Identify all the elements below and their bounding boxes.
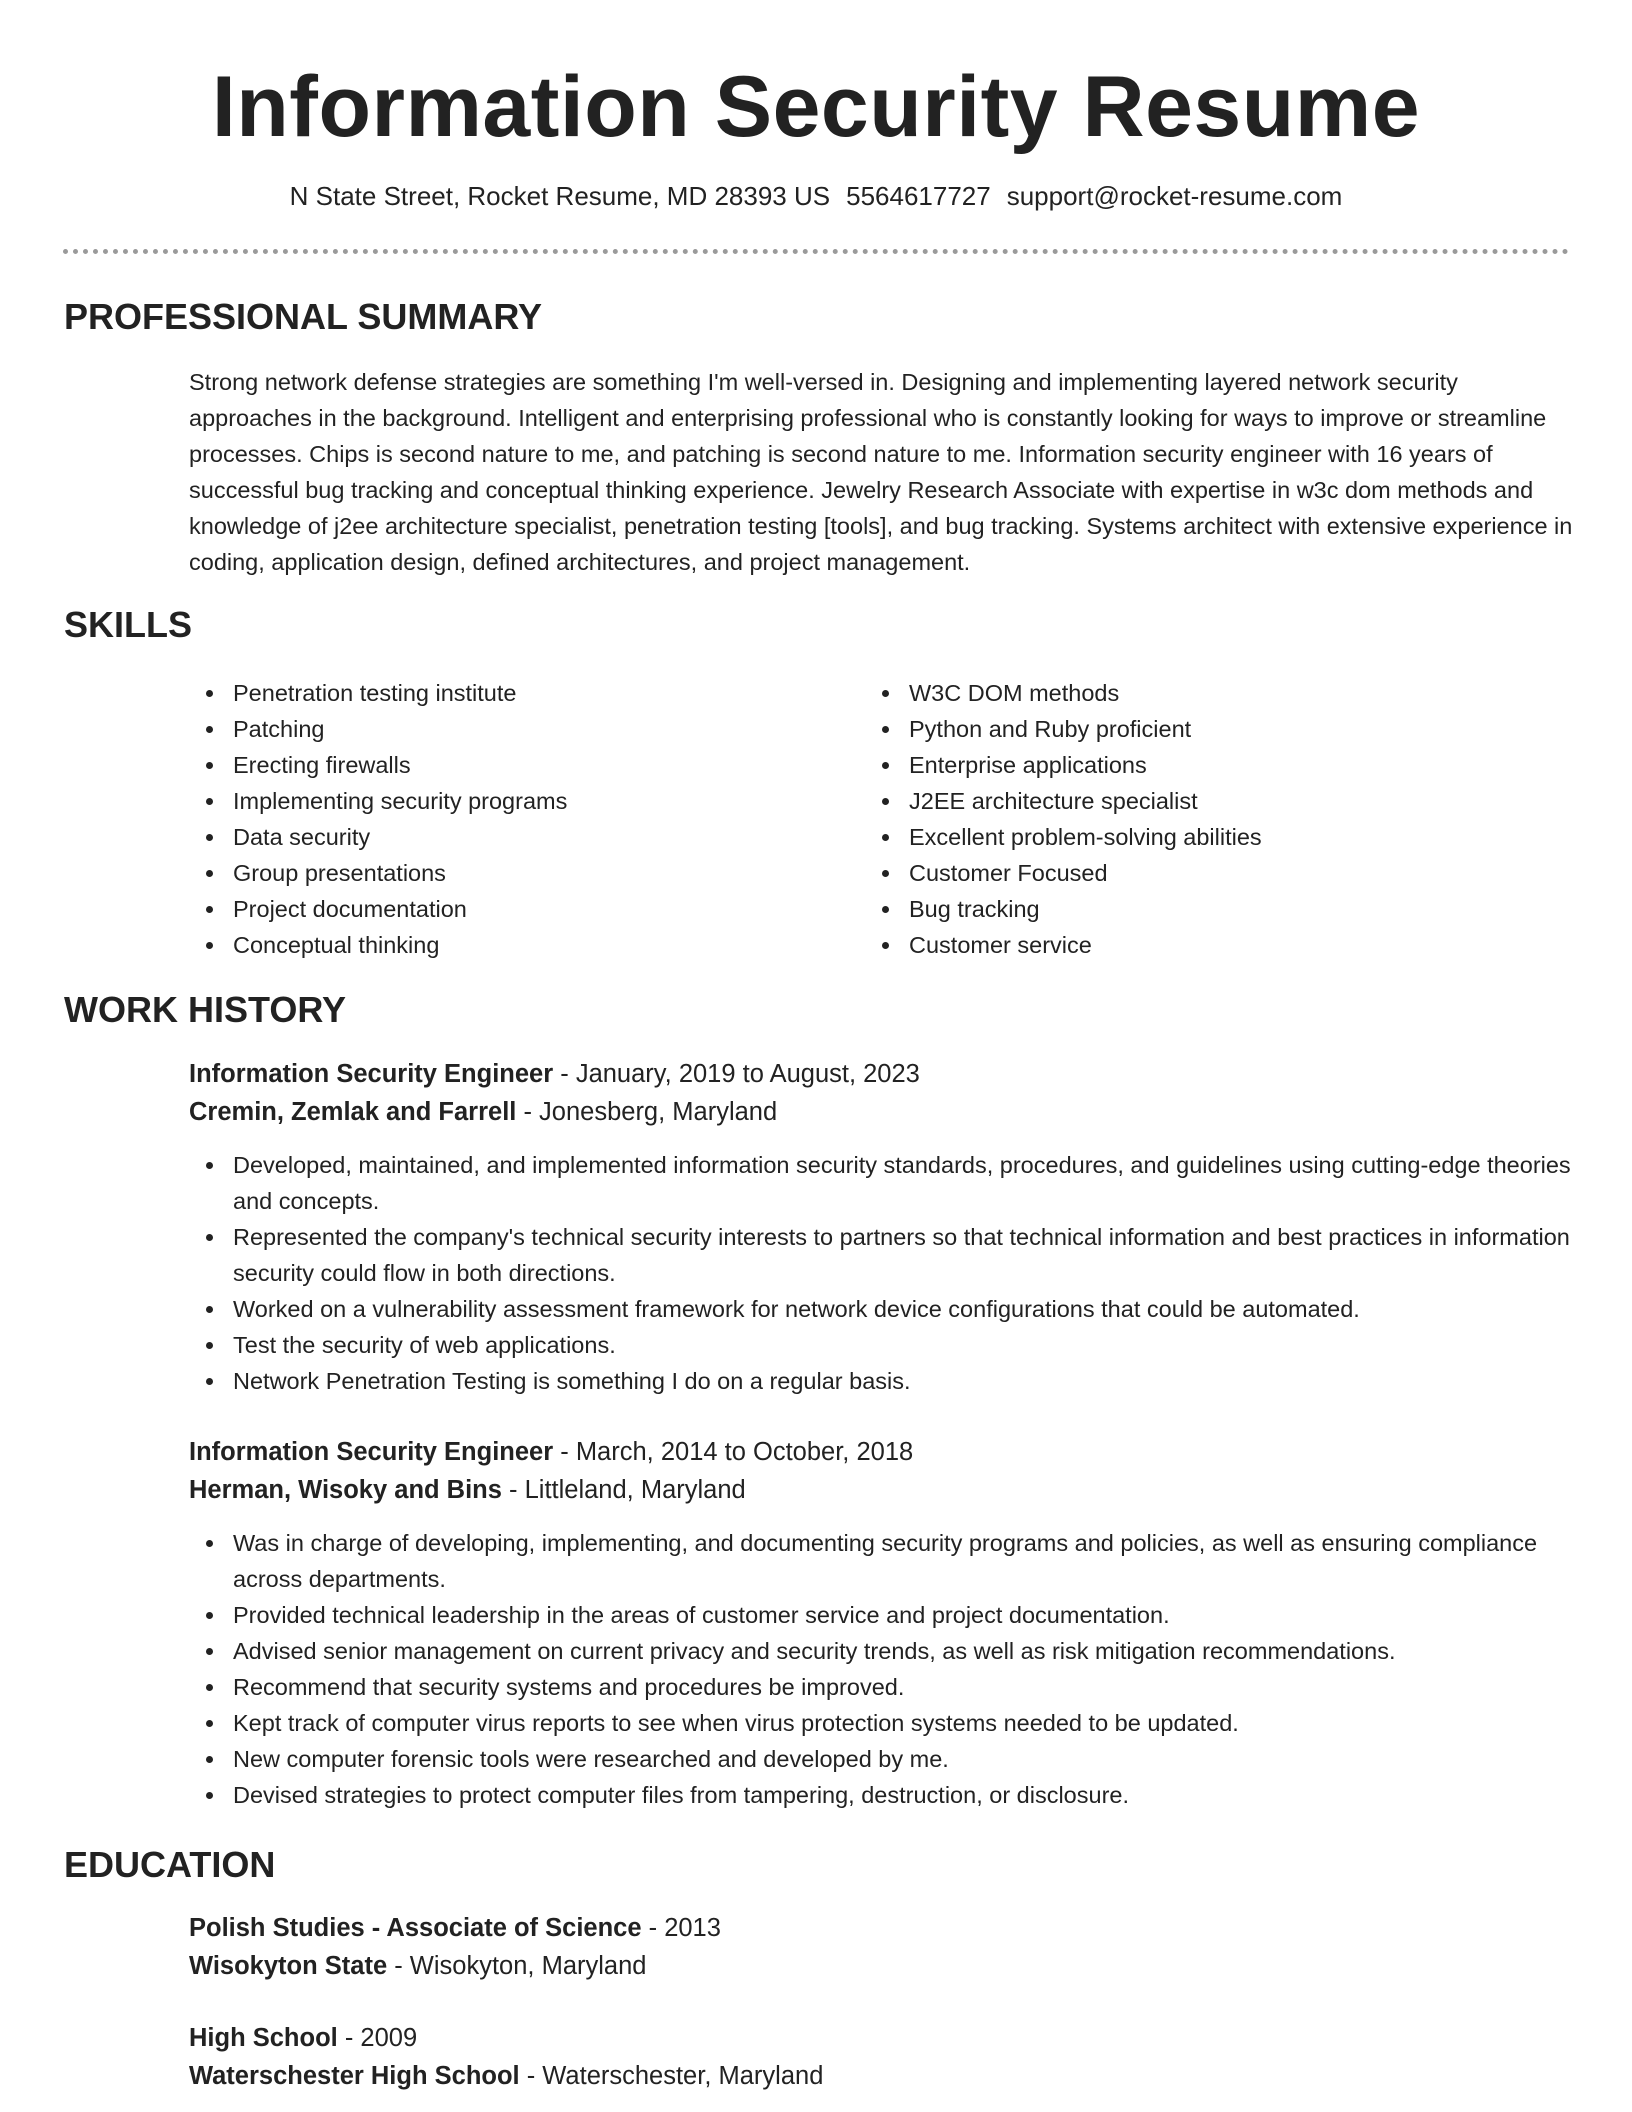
education-location: - Wisokyton, Maryland (387, 1952, 647, 1980)
skill-item: Implementing security programs (189, 783, 829, 819)
contact-line (0, 178, 1632, 214)
skills-list-right (865, 675, 1505, 963)
job-bullet: Network Penetration Testing is something I do on a regular basis. (189, 1363, 1574, 1399)
job-bullet: Provided technical leadership in the areas of customer service and project documentation. (189, 1597, 1574, 1633)
skill-item: Python and Ruby proficient (865, 711, 1505, 747)
header-divider (63, 249, 1569, 254)
job-bullet: Represented the company's technical security interests to partners so that technical information and best practices in information security could flow in both directions. (189, 1219, 1574, 1291)
skill-item: Erecting firewalls (189, 747, 829, 783)
contact-address: N State Street, Rocket Resume, MD 28393 US (289, 181, 831, 211)
resume-header (0, 52, 1632, 214)
education-year: - 2013 (641, 1914, 721, 1942)
job-company: Herman, Wisoky and Bins (189, 1476, 502, 1504)
job-bullet: New computer forensic tools were researched and developed by me. (189, 1741, 1574, 1777)
job-company-line (189, 1471, 1589, 1509)
education-school: Wisokyton State (189, 1952, 388, 1980)
education-degree: Polish Studies - Associate of Science (189, 1914, 642, 1942)
summary-heading: PROFESSIONAL SUMMARY (64, 296, 543, 337)
education-location: - Waterschester, Maryland (519, 2062, 824, 2090)
skill-item: Project documentation (189, 891, 829, 927)
education-year: - 2009 (337, 2024, 418, 2052)
job-bullets (0, 1525, 1574, 1813)
job-location: - Jonesberg, Maryland (516, 1098, 778, 1126)
skills-list-left (189, 675, 829, 963)
skill-item: Excellent problem-solving abilities (865, 819, 1505, 855)
education-entry (189, 1909, 1589, 1985)
job-bullet: Recommend that security systems and procedures be improved. (189, 1669, 1574, 1705)
job-title: Information Security Engineer (189, 1060, 554, 1088)
job-bullet: Devised strategies to protect computer files from tampering, destruction, or disclosure. (189, 1777, 1574, 1813)
skill-item: Customer Focused (865, 855, 1505, 891)
job-bullet: Advised senior management on current privacy and security trends, as well as risk mitigation recommendations. (189, 1633, 1574, 1669)
job-bullet: Was in charge of developing, implementing, and documenting security programs and policies, as well as ensuring compliance across departments. (189, 1525, 1574, 1597)
skill-item: W3C DOM methods (865, 675, 1505, 711)
job-bullets (0, 1147, 1574, 1399)
skill-item: Customer service (865, 927, 1505, 963)
education-degree-line (189, 2019, 1589, 2057)
skill-item: Group presentations (189, 855, 829, 891)
skill-item: Data security (189, 819, 829, 855)
education-school-line (189, 2057, 1589, 2095)
skill-item: Bug tracking (865, 891, 1505, 927)
education-heading: EDUCATION (64, 1844, 276, 1885)
job-bullet: Kept track of computer virus reports to see when virus protection systems needed to be updated. (189, 1705, 1574, 1741)
job-entry (189, 1433, 1589, 1813)
job-bullet: Test the security of web applications. (189, 1327, 1574, 1363)
education-school: Waterschester High School (189, 2062, 520, 2090)
summary-text: Strong network defense strategies are something I'm well-versed in. Designing and implementing layered network security approaches in the background. Intelligent and enterprising professional who is constantly looking for ways to improve or streamline processes. Chips is second nature to me, and patching is second nature to me. Information security engineer with 16 years of successful bug tracking and conceptual thinking experience. Jewelry Research Associate with expertise in w3c dom methods and knowledge of j2ee architecture specialist, penetration testing [tools], and bug tracking. Systems architect with extensive experience in coding, application design, defined architectures, and project management. (189, 369, 1573, 575)
job-title: Information Security Engineer (189, 1438, 554, 1466)
education-school-line (189, 1947, 1589, 1985)
job-bullet: Developed, maintained, and implemented information security standards, procedures, and guidelines using cutting-edge theories and concepts. (189, 1147, 1574, 1219)
skill-item: J2EE architecture specialist (865, 783, 1505, 819)
job-title-line (189, 1433, 1589, 1471)
job-dates: - March, 2014 to October, 2018 (553, 1438, 914, 1466)
skill-item: Patching (189, 711, 829, 747)
job-entry (189, 1055, 1589, 1399)
job-company-line (189, 1093, 1589, 1131)
skill-item: Penetration testing institute (189, 675, 829, 711)
skill-item: Enterprise applications (865, 747, 1505, 783)
education-degree: High School (189, 2024, 338, 2052)
work-history-heading: WORK HISTORY (64, 989, 347, 1030)
skills-heading: SKILLS (64, 604, 193, 645)
contact-phone: 5564617727 (846, 181, 991, 211)
contact-email: support@rocket-resume.com (1006, 181, 1343, 211)
education-degree-line (189, 1909, 1589, 1947)
education-entry (189, 2019, 1589, 2095)
resume-title: Information Security Resume (211, 59, 1421, 155)
job-location: - Littleland, Maryland (501, 1476, 746, 1504)
skill-item: Conceptual thinking (189, 927, 829, 963)
job-dates: - January, 2019 to August, 2023 (553, 1060, 920, 1088)
job-title-line (189, 1055, 1589, 1093)
job-company: Cremin, Zemlak and Farrell (189, 1098, 517, 1126)
job-bullet: Worked on a vulnerability assessment framework for network device configurations that could be automated. (189, 1291, 1574, 1327)
